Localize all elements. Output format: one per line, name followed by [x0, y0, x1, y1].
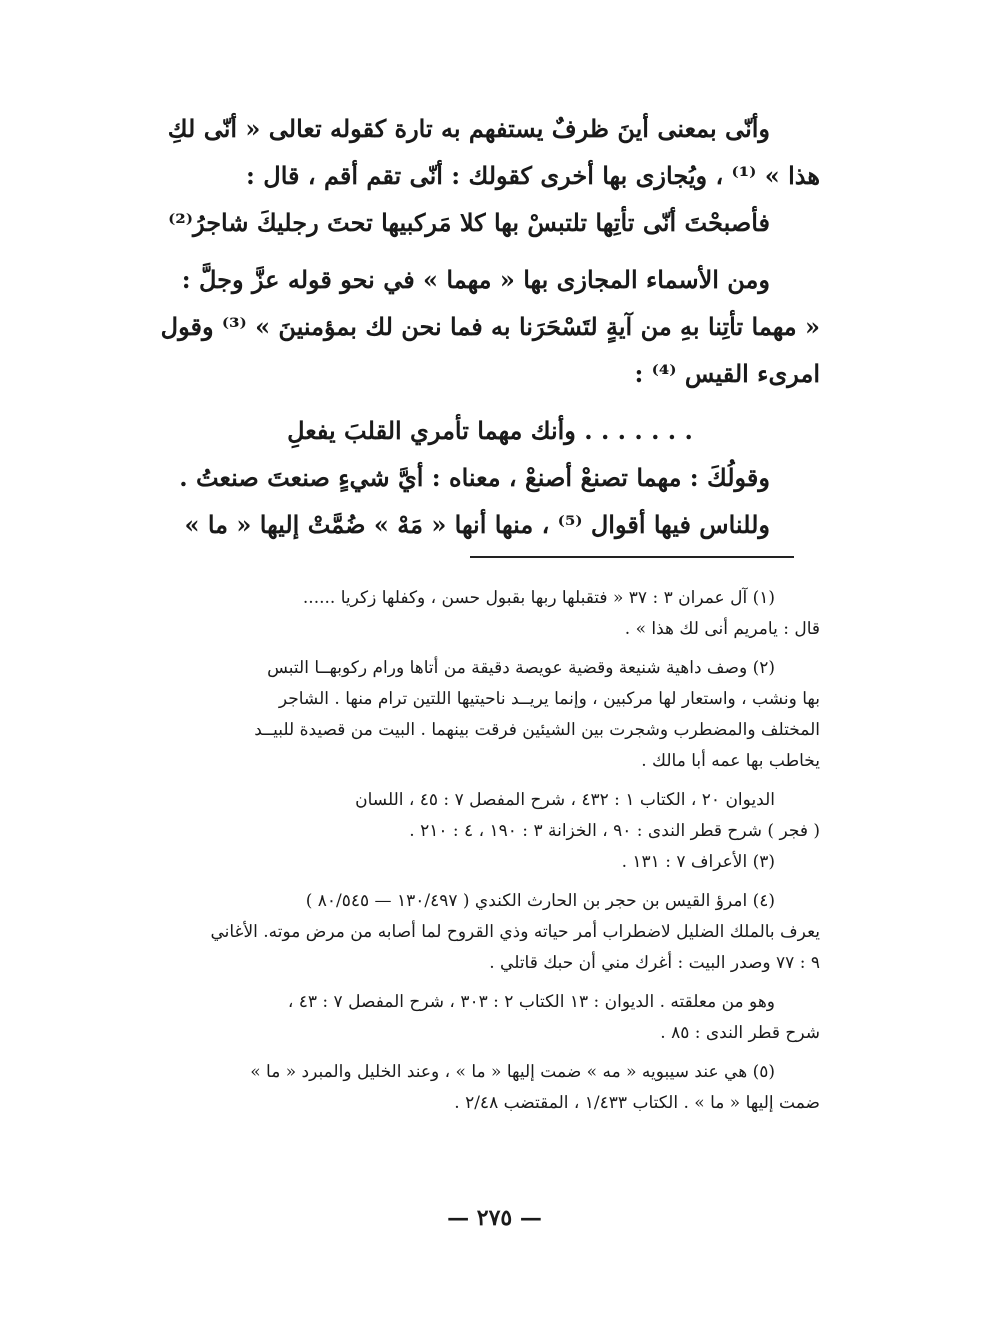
footnote-line: بها ونشب ، واستعار لها مركبين ، وإنما يريــد ناحيتيها اللتين ترام منها . الشاجر: [278, 689, 820, 709]
verse-line: فأصبحْتَ أنّى تأتِها تلتبسْ بها كلا مَركبيها تحتَ رجليكَ شاجرُ⁽²⁾: [168, 208, 770, 237]
body-line: « مهما تأتِنا بهِ من آيةٍ لتَسْحَرَنا به فما نحن لك بمؤمنينَ » ⁽³⁾ وقول: [160, 312, 820, 341]
verse-line: . . . . . . . وأنك مهما تأمري القلبَ يفعلِ: [287, 416, 693, 445]
body-line: امرىء القيس ⁽⁴⁾ :: [634, 359, 820, 388]
main-text: [160, 105, 820, 548]
footnote-line: وهو من معلقته . الديوان : ١٣ الكتاب ٢ : ٣٠٣ ، شرح المفصل ٧ : ٤٣ ،: [287, 992, 775, 1012]
footnote-line: قال : يامريم أنى لك هذا » .: [624, 619, 820, 639]
footnote-line: (٣) الأعراف ٧ : ١٣١ .: [621, 852, 775, 872]
footnote-line: المختلف والمضطرب وشجرت بين الشيئين فرقت بينهما . البيت من قصيدة للبيــد: [254, 720, 820, 740]
footnote-line: ضمت إليها « ما » . الكتاب ١/٤٣٣ ، المقتضب ٢/٤٨ .: [454, 1093, 820, 1113]
page-number: — ٢٧٥ —: [447, 1205, 542, 1231]
footnotes: [165, 583, 820, 1119]
footnote-line: (٤) امرؤ القيس بن حجر بن الحارث الكندي ( ١٣٠/٤٩٧ — ٨٠/٥٤٥ ): [305, 891, 775, 911]
footnote-line: (٥) هي عند سيبويه « مه » ضمت إليها « ما » ، وعند الخليل والمبرد « ما »: [250, 1062, 775, 1082]
body-line: وأنّى بمعنى أينَ ظرفٌ يستفهم به تارة كقوله تعالى « أنّى لكِ: [167, 114, 770, 143]
footnote-line: ٩ : ٧٧ وصدر البيت : أغرك مني أن حبك قاتلي .: [489, 953, 820, 973]
body-line: ومن الأسماء المجازى بها « مهما » في نحو قوله عزَّ وجلَّ :: [181, 265, 770, 294]
footnote-line: الديوان ٢٠ ، الكتاب ١ : ٤٣٢ ، شرح المفصل ٧ : ٤٥ ، اللسان: [355, 790, 775, 810]
footnote-line: ( فجر ) شرح قطر الندى : ٩٠ ، الخزانة ٣ : ١٩٠ ، ٤ : ٢١٠ .: [409, 821, 820, 841]
footnote-line: يخاطب بها عمه أبا مالك .: [641, 751, 820, 771]
footnote-separator: [470, 556, 794, 558]
footnote-line: (١) آل عمران ٣ : ٣٧ « فتقبلها ربها بقبول حسن ، وكفلها زكريا ......: [302, 588, 775, 608]
body-line: وقولُكَ : مهما تصنعْ أصنعْ ، معناه : أيَّ شيءٍ صنعتَ صنعتُ .: [179, 463, 770, 492]
footnote-line: شرح قطر الندى : ٨٥ .: [660, 1023, 820, 1043]
body-line: وللناس فيها أقوال ⁽⁵⁾ ، منها أنها « مَهْ » ضُمَّتْ إليها « ما »: [184, 510, 770, 539]
footnote-line: يعرف بالملك الضليل لاضطراب أمر حياته وذي القروح لما أصابه من مرض موته. الأغاني: [210, 922, 820, 942]
body-line: هذا » ⁽¹⁾ ، ويُجازى بها أخرى كقولك : أنّى تقم أقم ، قال :: [246, 161, 820, 190]
footnote-line: (٢) وصف داهية شنيعة وقضية عويصة دقيقة من أتاها ورام ركوبهــا التبس: [267, 658, 775, 678]
